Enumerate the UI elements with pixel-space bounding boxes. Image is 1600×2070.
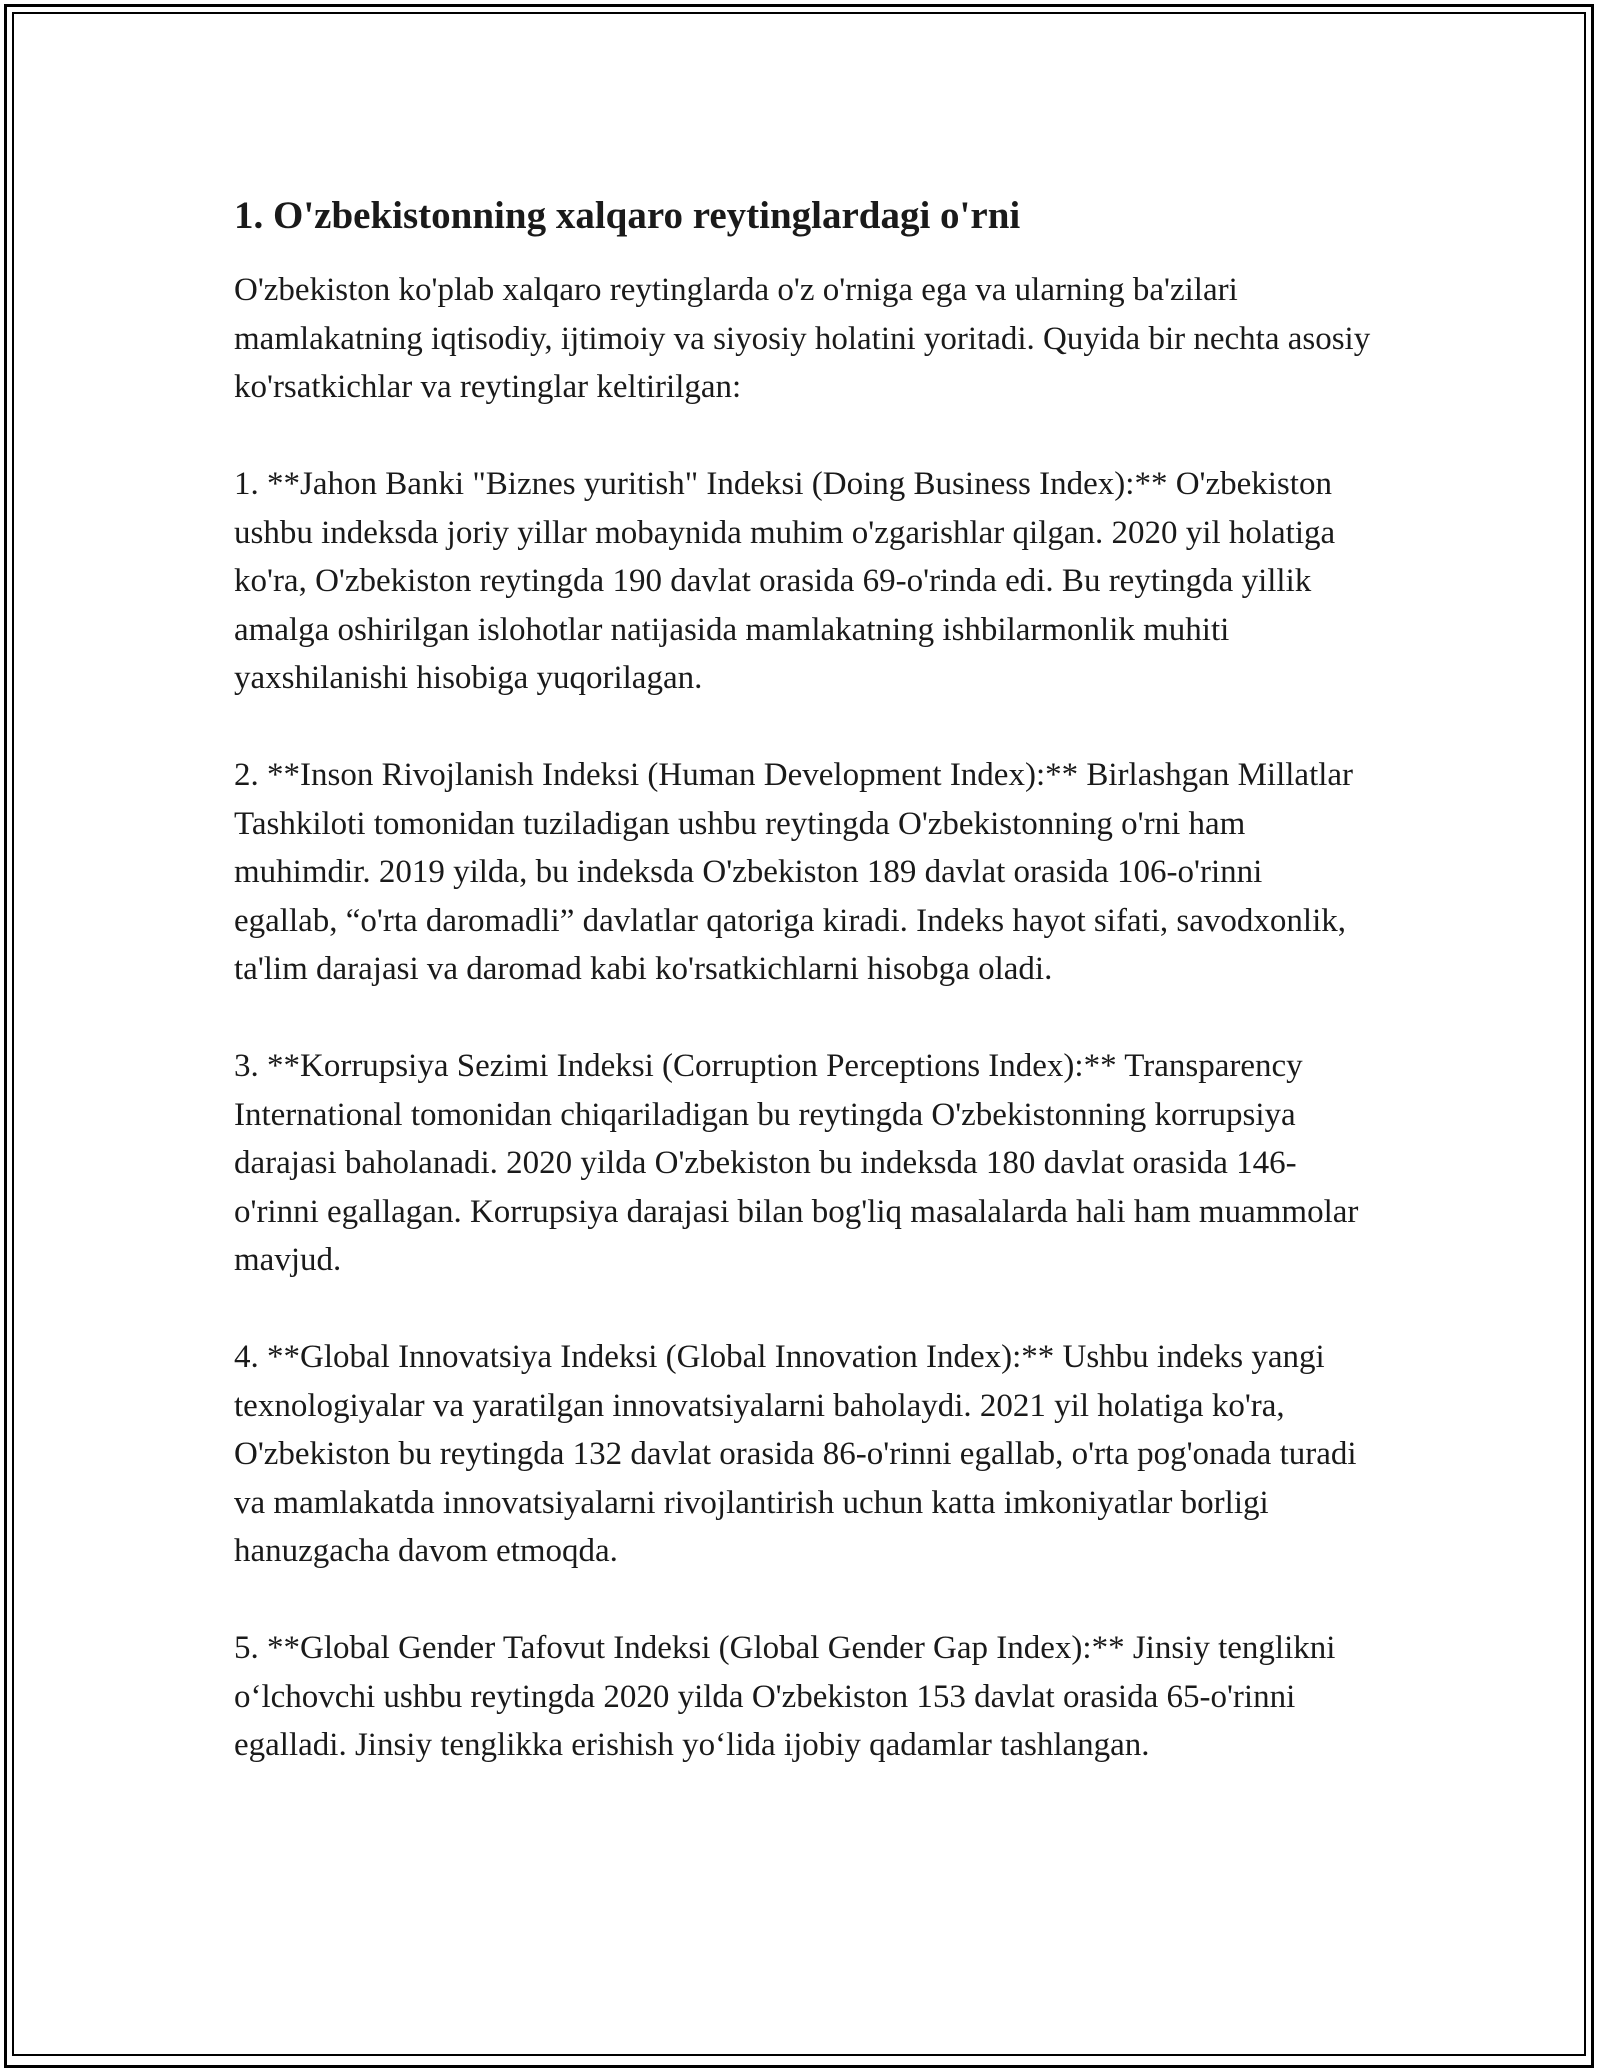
intro-paragraph: O'zbekiston ko'plab xalqaro reytinglarda o'z o'rniga ega va ularning ba'zilari mamlakatning iqtisodiy, ijtimoiy va siyosiy holatini yoritadi. Quyida bir nechta asosiy ko'rsatkichlar va reytinglar keltirilgan: bbox=[234, 272, 1371, 405]
item-corruption-perceptions: 3. **Korrupsiya Sezimi Indeksi (Corruption Perceptions Index):** Transparency International tomonidan chiqariladigan bu reytingda O'zbekistonning korrupsiya darajasi baholanadi. 2020 yilda O'zbekiston bu indeksda 180 davlat orasida 146-o'rinni egallagan. Korrupsiya darajasi bilan bog'liq masalalarda hali ham muammolar mavjud. bbox=[234, 1048, 1359, 1278]
document-body bbox=[234, 180, 1374, 1818]
item-human-development: 2. **Inson Rivojlanish Indeksi (Human Development Index):** Birlashgan Millatlar Tashkiloti tomonidan tuziladigan ushbu reytingda O'zbekistonning o'rni ham muhimdir. 2019 yilda, bu indeksda O'zbekiston 189 davlat orasida 106-o'rinni egallab, “o'rta daromadli” davlatlar qatoriga kiradi. Indeks hayot sifati, savodxonlik, ta'lim darajasi va daromad kabi ko'rsatkichlarni hisobga oladi. bbox=[234, 757, 1354, 987]
item-doing-business: 1. **Jahon Banki "Biznes yuritish" Indeksi (Doing Business Index):** O'zbekiston ushbu indeksda joriy yillar mobaynida muhim o'zgarishlar qilgan. 2020 yil holatiga ko'ra, O'zbekiston reytingda 190 davlat orasida 69-o'rinda edi. Bu reytingda yillik amalga oshirilgan islohotlar natijasida mamlakatning ishbilarmonlik muhiti yaxshilanishi hisobiga yuqorilagan. bbox=[234, 466, 1336, 696]
item-global-innovation: 4. **Global Innovatsiya Indeksi (Global Innovation Index):** Ushbu indeks yangi texnologiyalar va yaratilgan innovatsiyalarni baholaydi. 2021 yil holatiga ko'ra, O'zbekiston bu reytingda 132 davlat orasida 86-o'rinni egallab, o'rta pog'onada turadi va mamlakatda innovatsiyalarni rivojlantirish uchun katta imkoniyatlar borligi hanuzgacha davom etmoqda. bbox=[234, 1339, 1357, 1569]
item-gender-gap: 5. **Global Gender Tafovut Indeksi (Global Gender Gap Index):** Jinsiy tenglikni o‘lchovchi ushbu reytingda 2020 yilda O'zbekiston 153 davlat orasida 65-o'rinni egalladi. Jinsiy tenglikka erishish yo‘lida ijobiy qadamlar tashlangan. bbox=[234, 1630, 1336, 1763]
document-title: 1. O'zbekistonning xalqaro reytinglardagi o'rni bbox=[234, 194, 1021, 237]
